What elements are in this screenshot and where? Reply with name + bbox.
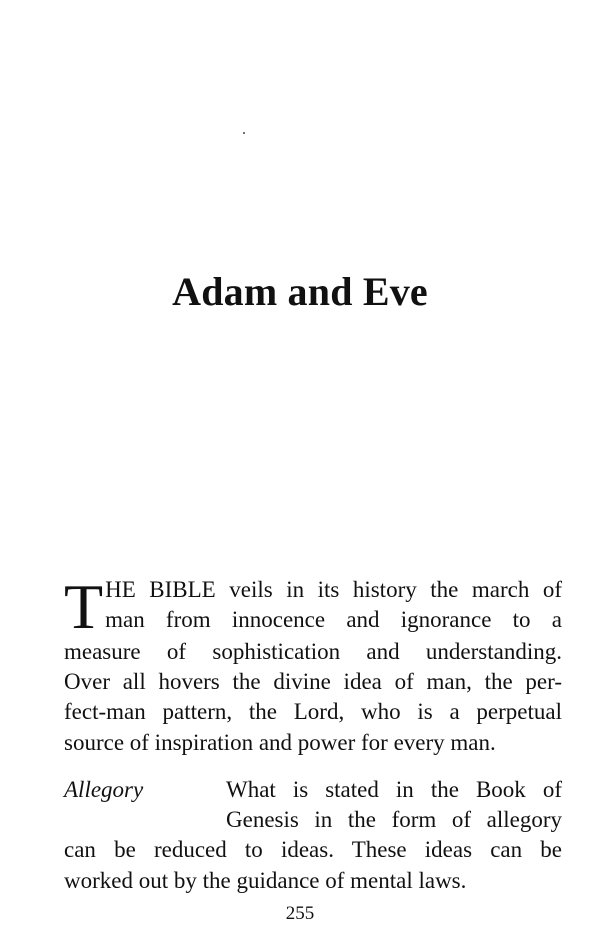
paragraph-line-4: Over all hovers the divine idea of man, the per- bbox=[64, 669, 562, 695]
section-line-4: worked out by the guidance of mental laws. bbox=[64, 867, 467, 893]
section-line-1: What is stated in the Book of bbox=[226, 777, 562, 802]
opening-paragraph bbox=[64, 571, 562, 758]
paragraph-line-1 bbox=[64, 575, 562, 605]
section-first-row bbox=[64, 775, 562, 805]
section-heading: Allegory bbox=[64, 777, 144, 802]
paragraph-line-3: measure of sophistication and understanding. bbox=[64, 639, 562, 664]
paragraph-line-1-rest: veils in its history the march of bbox=[229, 577, 562, 602]
paragraph-line-6: source of inspiration and power for every man. bbox=[64, 729, 496, 755]
opening-words: HE BIBLE bbox=[105, 577, 216, 602]
section-line-2: Genesis in the form of allegory bbox=[226, 807, 562, 833]
chapter-title: Adam and Eve bbox=[172, 269, 428, 314]
section-line-3: can be reduced to ideas. These ideas can be bbox=[64, 837, 562, 863]
allegory-section bbox=[64, 775, 562, 896]
paragraph-line-2: man from innocence and ignorance to a bbox=[105, 607, 562, 633]
page-number: 255 bbox=[285, 903, 315, 924]
print-speck bbox=[243, 132, 245, 134]
drop-cap: T bbox=[64, 571, 104, 642]
paragraph-line-5: fect-man pattern, the Lord, who is a perpetual bbox=[64, 699, 562, 725]
